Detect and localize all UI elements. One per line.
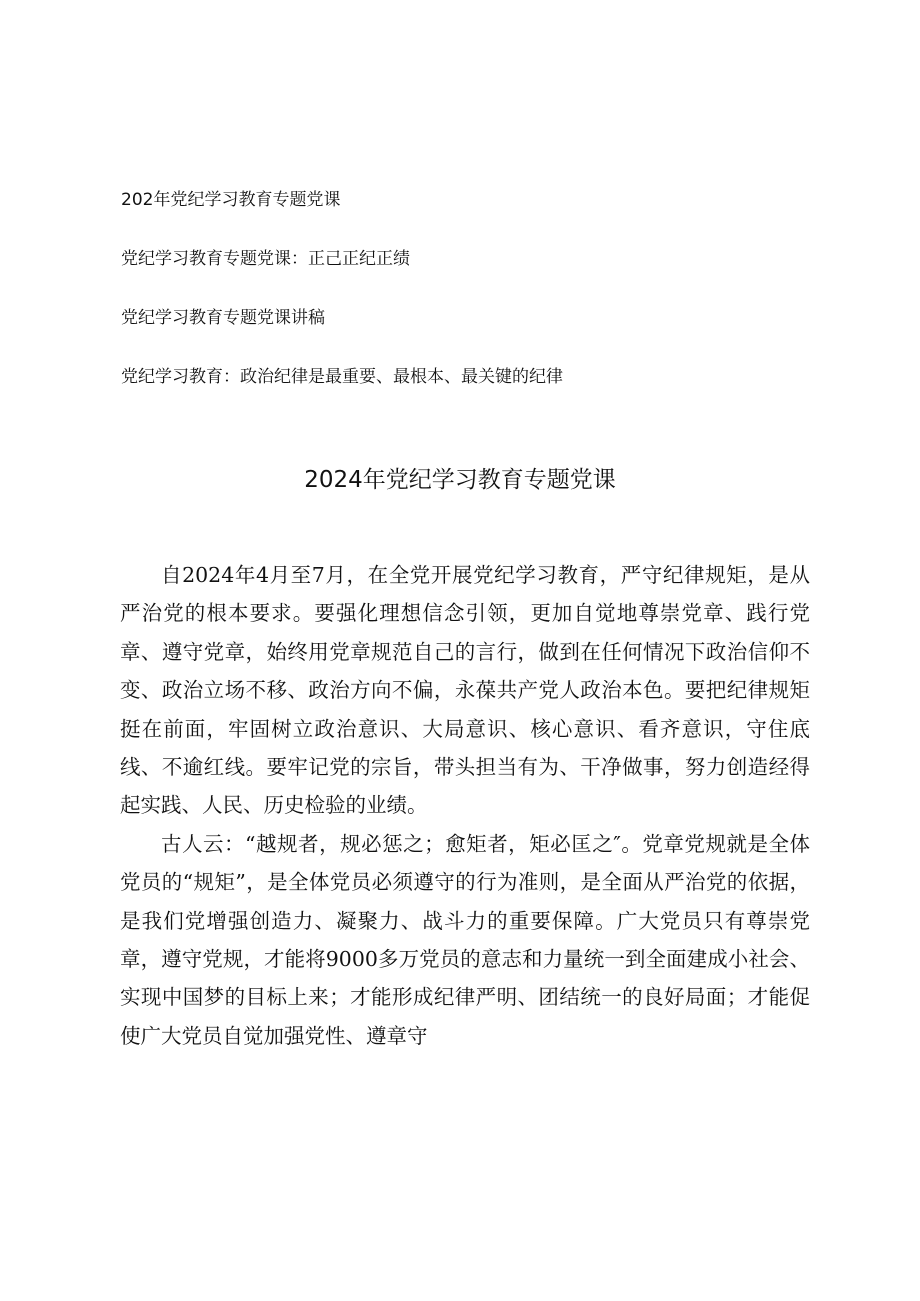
- body-paragraph: 自2024年4月至7月，在全党开展党纪学习教育，严守纪律规矩，是从严治党的根本要求。要强化理想信念引领，更加自觉地尊崇党章、践行党章、遵守党章，始终用党章规范自己的言行，做到在任何情况下政治信仰不变、政治立场不移、政治方向不偏，永葆共产党人政治本色。要把纪律规矩挺在前面，牢固树立政治意识、大局意识、核心意识、看齐意识，守住底线、不逾红线。要牢记党的宗旨，带头担当有为、干净做事，努力创造经得起实践、人民、历史检验的业绩。: [120, 563, 810, 818]
- toc-item: 党纪学习教育：政治纪律是最重要、最根本、最关键的纪律: [121, 367, 563, 387]
- toc-item: 党纪学习教育专题党课讲稿: [121, 308, 325, 328]
- toc-item: 202年党纪学习教育专题党课: [121, 190, 341, 210]
- toc-item: 党纪学习教育专题党课：正己正纪正绩: [121, 249, 410, 269]
- body-paragraph: 古人云：“越规者，规必惩之；愈矩者，矩必匡之″。党章党规就是全体党员的“规矩”，是全体党员必须遵守的行为准则，是全面从严治党的依据，是我们党增强创造力、凝聚力、战斗力的重要保障。广大党员只有尊崇党章，遵守党规，才能将9000多万党员的意志和力量统一到全面建成小社会、实现中国梦的目标上来；才能形成纪律严明、团结统一的良好局面；才能促使广大党员自觉加强党性、遵章守: [120, 831, 810, 1048]
- toc-list: [121, 186, 821, 422]
- document-title: 2024年党纪学习教育专题党课: [304, 467, 616, 493]
- document-body: [120, 556, 810, 1055]
